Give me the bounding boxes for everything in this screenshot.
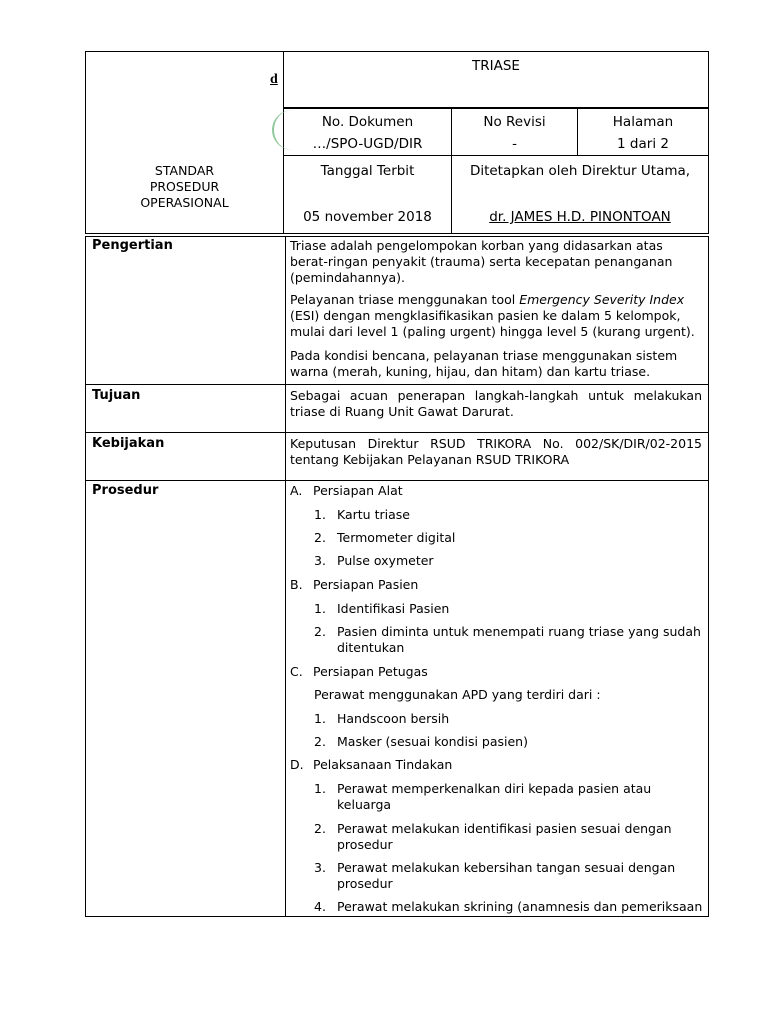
c-item: Masker (sesuai kondisi pasien) <box>337 734 528 749</box>
section-a-marker: A. <box>290 483 303 498</box>
section-c-title: Persiapan Petugas <box>313 664 428 679</box>
doc-no-label: No. Dokumen <box>321 114 414 130</box>
section-c-intro: Perawat menggunakan APD yang terdiri dari : <box>314 687 601 702</box>
sop-title <box>86 163 283 211</box>
section-c-marker: C. <box>290 664 303 679</box>
b-item: Pasien diminta untuk menempati ruang triase yang sudah ditentukan <box>337 624 701 655</box>
sop-line-2: PROSEDUR <box>149 179 220 194</box>
logo-fragment: d <box>270 72 278 87</box>
sop-line-1: STANDAR <box>154 163 215 178</box>
c-item-number: 2. <box>314 734 326 749</box>
a-item: Termometer digital <box>337 530 456 545</box>
pengertian-paragraph-1: Triase adalah pengelompokan korban yang didasarkan atas berat-ringan penyakit (trauma) serta kecepatan penanganan (pemindahannya). <box>290 238 673 285</box>
section-d-marker: D. <box>290 757 304 772</box>
c-item: Handscoon bersih <box>337 711 450 726</box>
kebijakan-text: Keputusan Direktur RSUD TRIKORA No. 002/SK/DIR/02-2015 tentang Kebijakan Pelayanan RSUD TRIKORA <box>290 436 702 467</box>
b-item-number: 2. <box>314 624 326 639</box>
page-value: 1 dari 2 <box>617 136 669 152</box>
approver-name: dr. JAMES H.D. PINONTOAN <box>489 209 671 225</box>
page-label: Halaman <box>612 114 674 130</box>
pengertian-paragraph-3: Pada kondisi bencana, pelayanan triase menggunakan sistem warna (merah, kuning, hijau, dan hitam) dan kartu triase. <box>290 348 678 379</box>
pengertian-p2-after: (ESI) dengan mengklasifikasikan pasien ke dalam 5 kelompok, mulai dari level 1 (paling urgent) hingga level 5 (kurang urgent). <box>290 308 695 339</box>
section-a-title: Persiapan Alat <box>313 483 403 498</box>
d-item-number: 1. <box>314 781 326 796</box>
label-tujuan: Tujuan <box>92 388 141 403</box>
sop-line-3: OPERASIONAL <box>140 195 229 210</box>
a-item: Kartu triase <box>337 507 410 522</box>
b-item-number: 1. <box>314 601 326 616</box>
label-kebijakan: Kebijakan <box>92 436 165 451</box>
d-item: Perawat melakukan identifikasi pasien sesuai dengan prosedur <box>337 821 672 852</box>
a-item-number: 2. <box>314 530 326 545</box>
b-item: Identifikasi Pasien <box>337 601 450 616</box>
d-item: Perawat melakukan skrining (anamnesis dan pemeriksaan <box>337 899 703 914</box>
pengertian-p2-before: Pelayanan triase menggunakan tool <box>290 292 520 307</box>
approved-by-label: Ditetapkan oleh Direktur Utama, <box>469 163 691 179</box>
revision-label: No Revisi <box>483 114 546 130</box>
issue-date-label: Tanggal Terbit <box>320 163 415 179</box>
pengertian-paragraph-2 <box>290 292 702 340</box>
pengertian-p2-italic: Emergency Severity Index <box>519 292 685 307</box>
d-item: Perawat memperkenalkan diri kepada pasien atau keluarga <box>337 781 652 812</box>
d-item: Perawat melakukan kebersihan tangan sesuai dengan prosedur <box>337 860 676 891</box>
label-pengertian: Pengertian <box>92 238 173 253</box>
doc-no-value: …/SPO-UGD/DIR <box>312 136 423 152</box>
a-item-number: 3. <box>314 553 326 568</box>
d-item-number: 2. <box>314 821 326 836</box>
section-b-title: Persiapan Pasien <box>313 577 419 592</box>
c-item-number: 1. <box>314 711 326 726</box>
issue-date-value: 05 november 2018 <box>303 209 432 225</box>
a-item: Pulse oxymeter <box>337 553 434 568</box>
document-title: TRIASE <box>472 58 520 74</box>
tujuan-text: Sebagai acuan penerapan langkah-langkah untuk melakukan triase di Ruang Unit Gawat Darurat. <box>290 388 702 419</box>
label-prosedur: Prosedur <box>92 483 159 498</box>
section-b-marker: B. <box>290 577 303 592</box>
d-item-number: 4. <box>314 899 326 914</box>
d-item-number: 3. <box>314 860 326 875</box>
section-d-title: Pelaksanaan Tindakan <box>313 757 453 772</box>
a-item-number: 1. <box>314 507 326 522</box>
revision-value: - <box>512 136 517 152</box>
